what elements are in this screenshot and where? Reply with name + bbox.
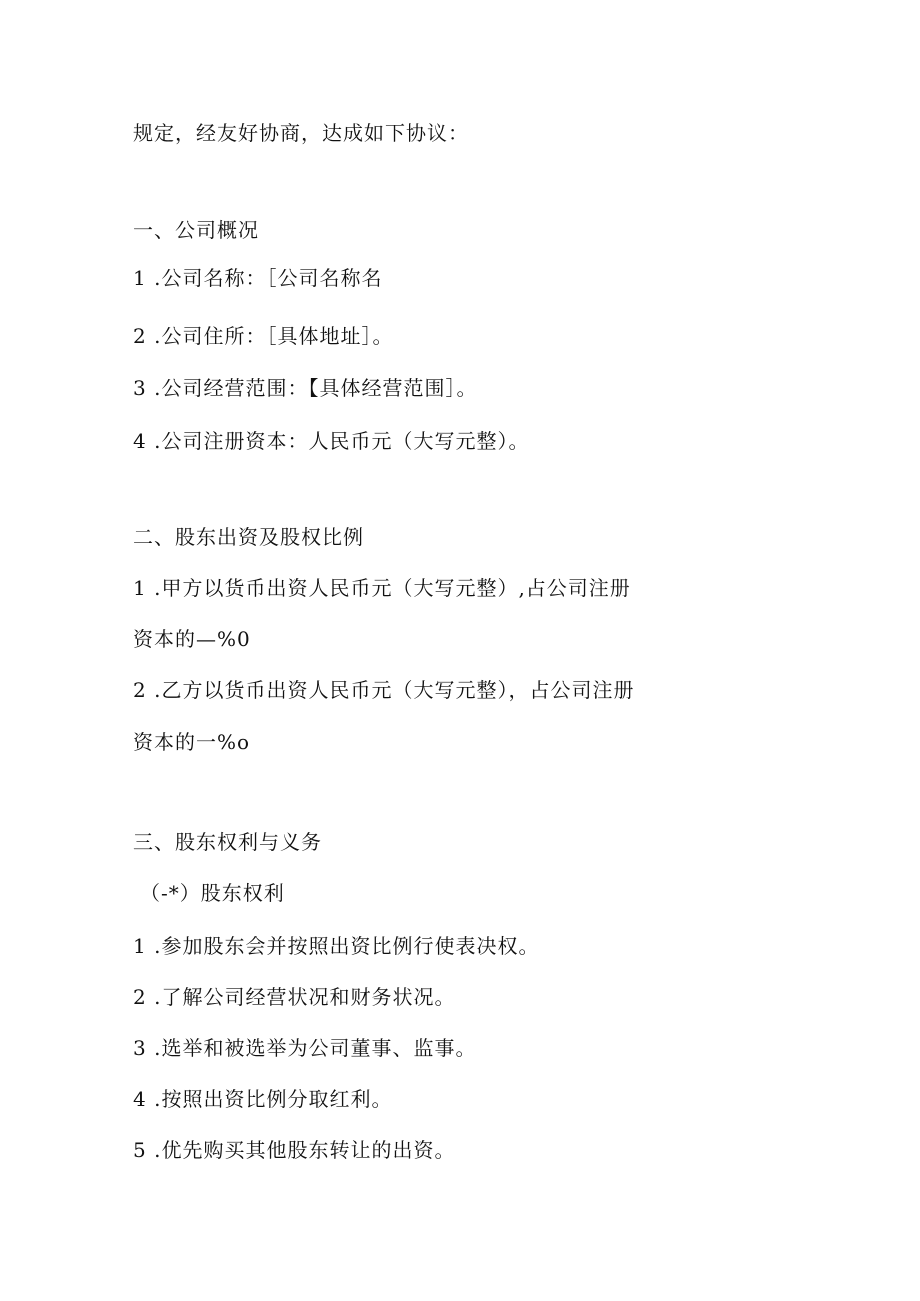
registered-capital-line: 4 .公司注册资本：人民币元（大写元整）。 — [133, 429, 530, 453]
party-b-contribution-continued: 资本的一%o — [133, 730, 251, 754]
right-item-1: 1 .参加股东会并按照出资比例行使表决权。 — [133, 934, 540, 958]
section-heading-company-overview: 一、公司概况 — [133, 218, 259, 242]
company-address-line: 2 .公司住所：［具体地址］。 — [133, 324, 394, 348]
business-scope-line: 3 .公司经营范围：【具体经营范围］。 — [133, 376, 478, 400]
party-b-contribution-line: 2 .乙方以货币出资人民币元（大写元整），占公司注册 — [133, 678, 635, 702]
party-a-contribution-continued: 资本的—%0 — [133, 627, 251, 651]
right-item-5: 5 .优先购买其他股东转让的出资。 — [133, 1138, 456, 1162]
right-item-4: 4 .按照出资比例分取红利。 — [133, 1087, 393, 1111]
section-heading-rights-obligations: 三、股东权利与义务 — [133, 830, 322, 854]
intro-line: 规定，经友好协商，达成如下协议： — [133, 121, 469, 145]
right-item-2: 2 .了解公司经营状况和财务状况。 — [133, 985, 456, 1009]
company-name-line: 1 .公司名称：［公司名称名 — [133, 266, 383, 290]
right-item-3: 3 .选举和被选举为公司董事、监事。 — [133, 1036, 477, 1060]
subsection-heading-shareholder-rights: （-*）股东权利 — [140, 881, 285, 905]
section-heading-capital-contribution: 二、股东出资及股权比例 — [133, 525, 364, 549]
party-a-contribution-line: 1 .甲方以货币出资人民币元（大写元整）,占公司注册 — [133, 576, 631, 600]
